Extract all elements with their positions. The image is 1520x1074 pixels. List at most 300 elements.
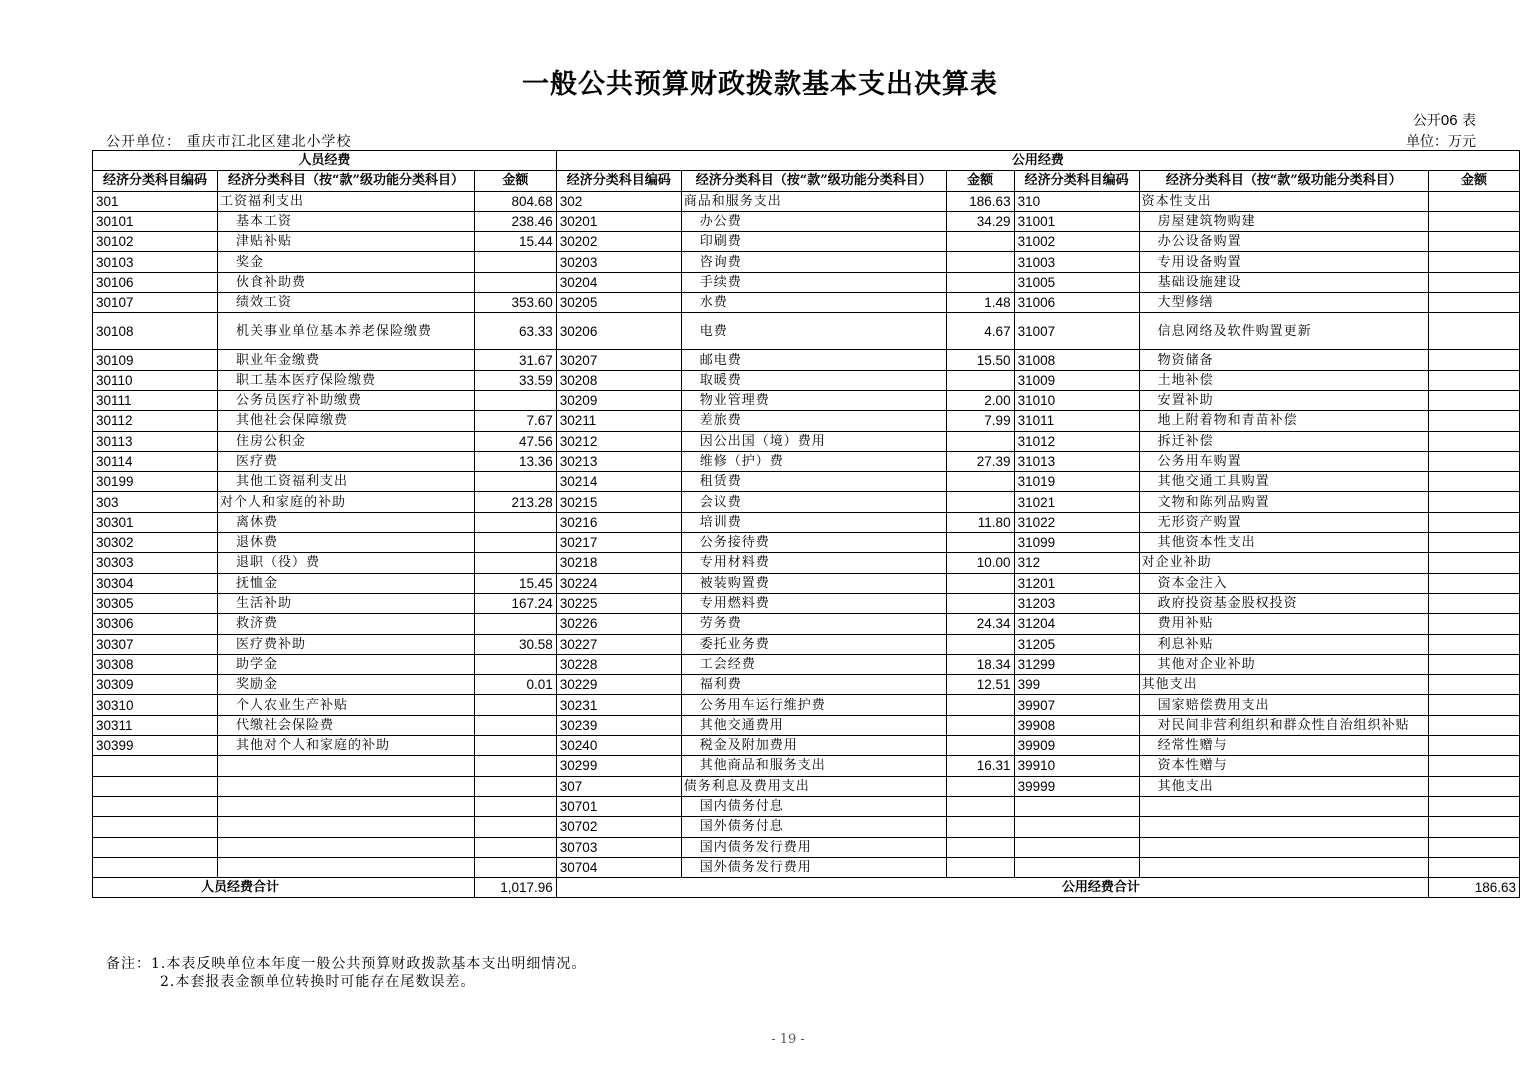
goods-item: 手续费 bbox=[681, 272, 946, 292]
personnel-code: 30308 bbox=[93, 654, 218, 674]
capital-amount bbox=[1429, 715, 1520, 735]
personnel-item: 住房公积金 bbox=[218, 431, 475, 451]
personnel-amount: 353.60 bbox=[474, 293, 556, 313]
capital-amount bbox=[1429, 736, 1520, 756]
goods-code: 30208 bbox=[556, 370, 681, 390]
col-name-personnel: 经济分类科目（按“款”级功能分类科目） bbox=[218, 171, 475, 191]
personnel-amount bbox=[474, 272, 556, 292]
goods-item: 工会经费 bbox=[681, 654, 946, 674]
col-amount-goods: 金额 bbox=[946, 171, 1014, 191]
table-row bbox=[93, 634, 1520, 654]
table-row bbox=[93, 533, 1520, 553]
goods-code: 30225 bbox=[556, 593, 681, 613]
capital-amount bbox=[1429, 695, 1520, 715]
goods-item: 公务用车运行维护费 bbox=[681, 695, 946, 715]
capital-code: 31009 bbox=[1014, 370, 1139, 390]
section-header-row bbox=[93, 151, 1520, 171]
capital-code bbox=[1014, 857, 1139, 877]
goods-amount: 27.39 bbox=[946, 451, 1014, 471]
capital-code: 310 bbox=[1014, 191, 1139, 211]
personnel-item: 津贴补贴 bbox=[218, 232, 475, 252]
col-amount-personnel: 金额 bbox=[474, 171, 556, 191]
personnel-code: 30110 bbox=[93, 370, 218, 390]
goods-amount bbox=[946, 232, 1014, 252]
table-row bbox=[93, 191, 1520, 211]
personnel-code: 30109 bbox=[93, 350, 218, 370]
capital-item: 对民间非营利组织和群众性自治组织补贴 bbox=[1139, 715, 1428, 735]
table-row bbox=[93, 350, 1520, 370]
section-public: 公用经费 bbox=[556, 151, 1519, 171]
form-number bbox=[1413, 110, 1476, 130]
personnel-amount bbox=[474, 837, 556, 857]
personnel-amount bbox=[474, 390, 556, 410]
capital-item: 物资储备 bbox=[1139, 350, 1428, 370]
notes bbox=[106, 955, 586, 991]
table-row bbox=[93, 232, 1520, 252]
capital-amount bbox=[1429, 211, 1520, 231]
capital-amount bbox=[1429, 411, 1520, 431]
personnel-item bbox=[218, 837, 475, 857]
capital-amount bbox=[1429, 350, 1520, 370]
goods-item: 劳务费 bbox=[681, 614, 946, 634]
capital-code bbox=[1014, 817, 1139, 837]
goods-item: 因公出国（境）费用 bbox=[681, 431, 946, 451]
goods-code: 302 bbox=[556, 191, 681, 211]
capital-item: 利息补贴 bbox=[1139, 634, 1428, 654]
personnel-item: 代缴社会保险费 bbox=[218, 715, 475, 735]
capital-code: 31011 bbox=[1014, 411, 1139, 431]
capital-amount bbox=[1429, 654, 1520, 674]
personnel-item: 职工基本医疗保险缴费 bbox=[218, 370, 475, 390]
personnel-item: 工资福利支出 bbox=[218, 191, 475, 211]
personnel-total-amount: 1,017.96 bbox=[474, 878, 556, 898]
goods-code: 30299 bbox=[556, 756, 681, 776]
table-row bbox=[93, 370, 1520, 390]
goods-item: 电费 bbox=[681, 313, 946, 350]
personnel-item: 奖金 bbox=[218, 252, 475, 272]
personnel-code: 30306 bbox=[93, 614, 218, 634]
capital-amount bbox=[1429, 313, 1520, 350]
capital-amount bbox=[1429, 191, 1520, 211]
goods-item: 商品和服务支出 bbox=[681, 191, 946, 211]
capital-code: 39910 bbox=[1014, 756, 1139, 776]
table-row bbox=[93, 553, 1520, 573]
public-total-label: 公用经费合计 bbox=[556, 878, 1428, 898]
personnel-item: 医疗费 bbox=[218, 451, 475, 471]
reporting-unit-label: 公开单位： bbox=[106, 134, 181, 150]
personnel-item: 其他对个人和家庭的补助 bbox=[218, 736, 475, 756]
goods-amount: 7.99 bbox=[946, 411, 1014, 431]
goods-code: 30206 bbox=[556, 313, 681, 350]
goods-amount: 1.48 bbox=[946, 293, 1014, 313]
personnel-item bbox=[218, 796, 475, 816]
personnel-item: 其他社会保障缴费 bbox=[218, 411, 475, 431]
personnel-item bbox=[218, 817, 475, 837]
capital-item: 政府投资基金股权投资 bbox=[1139, 593, 1428, 613]
goods-code: 30702 bbox=[556, 817, 681, 837]
goods-amount bbox=[946, 431, 1014, 451]
table-row bbox=[93, 654, 1520, 674]
capital-item bbox=[1139, 837, 1428, 857]
capital-item: 大型修缮 bbox=[1139, 293, 1428, 313]
goods-code: 30205 bbox=[556, 293, 681, 313]
personnel-item: 助学金 bbox=[218, 654, 475, 674]
capital-amount bbox=[1429, 857, 1520, 877]
goods-item: 国内债务付息 bbox=[681, 796, 946, 816]
personnel-code bbox=[93, 857, 218, 877]
capital-item: 国家赔偿费用支出 bbox=[1139, 695, 1428, 715]
capital-code: 31005 bbox=[1014, 272, 1139, 292]
goods-item: 咨询费 bbox=[681, 252, 946, 272]
goods-item: 其他交通费用 bbox=[681, 715, 946, 735]
table-row bbox=[93, 756, 1520, 776]
capital-code: 31022 bbox=[1014, 512, 1139, 532]
goods-code: 30217 bbox=[556, 533, 681, 553]
capital-code: 399 bbox=[1014, 675, 1139, 695]
capital-amount bbox=[1429, 512, 1520, 532]
column-header-row bbox=[93, 171, 1520, 191]
table-row bbox=[93, 472, 1520, 492]
goods-amount bbox=[946, 837, 1014, 857]
capital-amount bbox=[1429, 756, 1520, 776]
goods-amount: 186.63 bbox=[946, 191, 1014, 211]
goods-amount bbox=[946, 252, 1014, 272]
goods-amount bbox=[946, 857, 1014, 877]
goods-amount: 2.00 bbox=[946, 390, 1014, 410]
capital-code: 31010 bbox=[1014, 390, 1139, 410]
goods-item: 会议费 bbox=[681, 492, 946, 512]
personnel-code: 30399 bbox=[93, 736, 218, 756]
goods-amount: 15.50 bbox=[946, 350, 1014, 370]
goods-amount: 10.00 bbox=[946, 553, 1014, 573]
capital-amount bbox=[1429, 553, 1520, 573]
goods-code: 30209 bbox=[556, 390, 681, 410]
table-row bbox=[93, 593, 1520, 613]
goods-amount bbox=[946, 796, 1014, 816]
table-row bbox=[93, 512, 1520, 532]
personnel-code: 30112 bbox=[93, 411, 218, 431]
goods-item: 委托业务费 bbox=[681, 634, 946, 654]
goods-code: 30211 bbox=[556, 411, 681, 431]
table-row bbox=[93, 211, 1520, 231]
capital-amount bbox=[1429, 675, 1520, 695]
personnel-code: 30304 bbox=[93, 573, 218, 593]
goods-item: 维修（护）费 bbox=[681, 451, 946, 471]
personnel-code: 30310 bbox=[93, 695, 218, 715]
capital-amount bbox=[1429, 431, 1520, 451]
goods-item: 租赁费 bbox=[681, 472, 946, 492]
personnel-amount bbox=[474, 472, 556, 492]
capital-code: 31099 bbox=[1014, 533, 1139, 553]
personnel-item: 退职（役）费 bbox=[218, 553, 475, 573]
personnel-amount bbox=[474, 252, 556, 272]
goods-code: 30227 bbox=[556, 634, 681, 654]
currency-unit: 单位：万元 bbox=[1406, 134, 1476, 150]
capital-code: 31003 bbox=[1014, 252, 1139, 272]
capital-amount bbox=[1429, 451, 1520, 471]
table-row bbox=[93, 573, 1520, 593]
table-row bbox=[93, 252, 1520, 272]
capital-amount bbox=[1429, 614, 1520, 634]
col-code-capital: 经济分类科目编码 bbox=[1014, 171, 1139, 191]
personnel-amount bbox=[474, 736, 556, 756]
capital-item bbox=[1139, 857, 1428, 877]
table-row bbox=[93, 313, 1520, 350]
table-row bbox=[93, 431, 1520, 451]
personnel-item: 机关事业单位基本养老保险缴费 bbox=[218, 313, 475, 350]
goods-amount bbox=[946, 736, 1014, 756]
capital-item: 房屋建筑物购建 bbox=[1139, 211, 1428, 231]
personnel-code: 30103 bbox=[93, 252, 218, 272]
personnel-amount bbox=[474, 756, 556, 776]
goods-item: 国外债务发行费用 bbox=[681, 857, 946, 877]
goods-amount bbox=[946, 817, 1014, 837]
public-total-amount: 186.63 bbox=[1429, 878, 1520, 898]
personnel-item: 退休费 bbox=[218, 533, 475, 553]
personnel-item: 医疗费补助 bbox=[218, 634, 475, 654]
capital-item: 无形资产购置 bbox=[1139, 512, 1428, 532]
capital-item: 费用补贴 bbox=[1139, 614, 1428, 634]
capital-amount bbox=[1429, 252, 1520, 272]
personnel-item bbox=[218, 776, 475, 796]
totals-row bbox=[93, 878, 1520, 898]
capital-code: 39999 bbox=[1014, 776, 1139, 796]
goods-item: 培训费 bbox=[681, 512, 946, 532]
personnel-code: 30199 bbox=[93, 472, 218, 492]
goods-code: 30212 bbox=[556, 431, 681, 451]
capital-code: 31299 bbox=[1014, 654, 1139, 674]
personnel-item bbox=[218, 857, 475, 877]
capital-item: 其他支出 bbox=[1139, 675, 1428, 695]
goods-item: 水费 bbox=[681, 293, 946, 313]
personnel-item: 其他工资福利支出 bbox=[218, 472, 475, 492]
table-row bbox=[93, 390, 1520, 410]
goods-item: 邮电费 bbox=[681, 350, 946, 370]
personnel-amount: 47.56 bbox=[474, 431, 556, 451]
capital-code bbox=[1014, 796, 1139, 816]
personnel-item: 生活补助 bbox=[218, 593, 475, 613]
table-row bbox=[93, 857, 1520, 877]
section-personnel: 人员经费 bbox=[93, 151, 557, 171]
capital-amount bbox=[1429, 272, 1520, 292]
personnel-amount: 238.46 bbox=[474, 211, 556, 231]
capital-item: 其他支出 bbox=[1139, 776, 1428, 796]
personnel-amount: 13.36 bbox=[474, 451, 556, 471]
col-name-capital: 经济分类科目（按“款”级功能分类科目） bbox=[1139, 171, 1428, 191]
personnel-item: 基本工资 bbox=[218, 211, 475, 231]
personnel-amount: 804.68 bbox=[474, 191, 556, 211]
personnel-amount bbox=[474, 796, 556, 816]
table-row bbox=[93, 451, 1520, 471]
capital-code: 39907 bbox=[1014, 695, 1139, 715]
goods-code: 30228 bbox=[556, 654, 681, 674]
col-code-personnel: 经济分类科目编码 bbox=[93, 171, 218, 191]
goods-amount bbox=[946, 695, 1014, 715]
table-row bbox=[93, 776, 1520, 796]
goods-amount: 24.34 bbox=[946, 614, 1014, 634]
table-row bbox=[93, 736, 1520, 756]
personnel-amount: 30.58 bbox=[474, 634, 556, 654]
goods-amount bbox=[946, 472, 1014, 492]
capital-amount bbox=[1429, 837, 1520, 857]
goods-item: 其他商品和服务支出 bbox=[681, 756, 946, 776]
goods-code: 30218 bbox=[556, 553, 681, 573]
personnel-amount: 15.45 bbox=[474, 573, 556, 593]
goods-item: 被装购置费 bbox=[681, 573, 946, 593]
capital-code: 31204 bbox=[1014, 614, 1139, 634]
personnel-item: 奖励金 bbox=[218, 675, 475, 695]
goods-amount: 16.31 bbox=[946, 756, 1014, 776]
capital-item: 土地补偿 bbox=[1139, 370, 1428, 390]
report-title: 一般公共预算财政拨款基本支出决算表 bbox=[522, 69, 998, 100]
goods-code: 30203 bbox=[556, 252, 681, 272]
personnel-code: 30101 bbox=[93, 211, 218, 231]
goods-item: 税金及附加费用 bbox=[681, 736, 946, 756]
personnel-code: 30301 bbox=[93, 512, 218, 532]
capital-amount bbox=[1429, 817, 1520, 837]
capital-item: 文物和陈列品购置 bbox=[1139, 492, 1428, 512]
personnel-code bbox=[93, 796, 218, 816]
col-code-goods: 经济分类科目编码 bbox=[556, 171, 681, 191]
capital-item: 专用设备购置 bbox=[1139, 252, 1428, 272]
capital-amount bbox=[1429, 370, 1520, 390]
goods-code: 30204 bbox=[556, 272, 681, 292]
capital-item: 信息网络及软件购置更新 bbox=[1139, 313, 1428, 350]
personnel-amount bbox=[474, 553, 556, 573]
personnel-amount: 167.24 bbox=[474, 593, 556, 613]
personnel-amount bbox=[474, 776, 556, 796]
goods-item: 专用材料费 bbox=[681, 553, 946, 573]
personnel-code: 30111 bbox=[93, 390, 218, 410]
personnel-item: 离休费 bbox=[218, 512, 475, 532]
personnel-item: 绩效工资 bbox=[218, 293, 475, 313]
capital-code: 31001 bbox=[1014, 211, 1139, 231]
goods-code: 30226 bbox=[556, 614, 681, 634]
table-row bbox=[93, 272, 1520, 292]
personnel-amount bbox=[474, 512, 556, 532]
goods-code: 30216 bbox=[556, 512, 681, 532]
personnel-code: 30302 bbox=[93, 533, 218, 553]
goods-item: 印刷费 bbox=[681, 232, 946, 252]
capital-code: 31203 bbox=[1014, 593, 1139, 613]
goods-amount: 4.67 bbox=[946, 313, 1014, 350]
goods-item: 公务接待费 bbox=[681, 533, 946, 553]
personnel-code bbox=[93, 756, 218, 776]
personnel-code: 30309 bbox=[93, 675, 218, 695]
personnel-amount: 0.01 bbox=[474, 675, 556, 695]
personnel-amount bbox=[474, 614, 556, 634]
capital-item bbox=[1139, 817, 1428, 837]
capital-code: 31012 bbox=[1014, 431, 1139, 451]
table-row bbox=[93, 492, 1520, 512]
table-row bbox=[93, 411, 1520, 431]
table-row bbox=[93, 695, 1520, 715]
personnel-code bbox=[93, 817, 218, 837]
personnel-code: 30106 bbox=[93, 272, 218, 292]
capital-amount bbox=[1429, 776, 1520, 796]
capital-amount bbox=[1429, 634, 1520, 654]
personnel-code: 30107 bbox=[93, 293, 218, 313]
goods-amount: 11.80 bbox=[946, 512, 1014, 532]
goods-amount bbox=[946, 776, 1014, 796]
note-line-1: 备注：1.本表反映单位本年度一般公共预算财政拨款基本支出明细情况。 bbox=[106, 956, 587, 972]
goods-code: 30701 bbox=[556, 796, 681, 816]
personnel-code: 30108 bbox=[93, 313, 218, 350]
personnel-amount bbox=[474, 817, 556, 837]
personnel-amount bbox=[474, 695, 556, 715]
personnel-code: 30303 bbox=[93, 553, 218, 573]
personnel-amount: 213.28 bbox=[474, 492, 556, 512]
capital-code bbox=[1014, 837, 1139, 857]
capital-amount bbox=[1429, 232, 1520, 252]
capital-item: 安置补助 bbox=[1139, 390, 1428, 410]
personnel-item: 伙食补助费 bbox=[218, 272, 475, 292]
personnel-item: 公务员医疗补助缴费 bbox=[218, 390, 475, 410]
personnel-item: 职业年金缴费 bbox=[218, 350, 475, 370]
personnel-code: 30113 bbox=[93, 431, 218, 451]
personnel-amount: 7.67 bbox=[474, 411, 556, 431]
personnel-amount: 63.33 bbox=[474, 313, 556, 350]
col-amount-capital: 金额 bbox=[1429, 171, 1520, 191]
capital-amount bbox=[1429, 593, 1520, 613]
form-number-value: 06 bbox=[1440, 112, 1458, 129]
capital-item: 办公设备购置 bbox=[1139, 232, 1428, 252]
goods-code: 30201 bbox=[556, 211, 681, 231]
goods-amount bbox=[946, 492, 1014, 512]
table-row bbox=[93, 796, 1520, 816]
capital-amount bbox=[1429, 492, 1520, 512]
capital-code: 31205 bbox=[1014, 634, 1139, 654]
capital-amount bbox=[1429, 293, 1520, 313]
capital-amount bbox=[1429, 390, 1520, 410]
personnel-total-label: 人员经费合计 bbox=[93, 878, 475, 898]
capital-code: 31201 bbox=[1014, 573, 1139, 593]
table-row bbox=[93, 715, 1520, 735]
capital-item: 其他对企业补助 bbox=[1139, 654, 1428, 674]
goods-amount bbox=[946, 533, 1014, 553]
reporting-unit-name: 重庆市江北区建北小学校 bbox=[186, 134, 352, 150]
personnel-code bbox=[93, 776, 218, 796]
table-row bbox=[93, 293, 1520, 313]
personnel-code: 30102 bbox=[93, 232, 218, 252]
personnel-code: 303 bbox=[93, 492, 218, 512]
goods-code: 30215 bbox=[556, 492, 681, 512]
goods-code: 30213 bbox=[556, 451, 681, 471]
personnel-amount: 15.44 bbox=[474, 232, 556, 252]
capital-item: 拆迁补偿 bbox=[1139, 431, 1428, 451]
goods-item: 国内债务发行费用 bbox=[681, 837, 946, 857]
goods-amount bbox=[946, 573, 1014, 593]
personnel-item: 个人农业生产补贴 bbox=[218, 695, 475, 715]
capital-item: 资本金注入 bbox=[1139, 573, 1428, 593]
capital-item: 其他资本性支出 bbox=[1139, 533, 1428, 553]
capital-code: 31013 bbox=[1014, 451, 1139, 471]
capital-code: 31019 bbox=[1014, 472, 1139, 492]
capital-item: 公务用车购置 bbox=[1139, 451, 1428, 471]
goods-item: 专用燃料费 bbox=[681, 593, 946, 613]
capital-item: 经常性赠与 bbox=[1139, 736, 1428, 756]
capital-code: 31006 bbox=[1014, 293, 1139, 313]
capital-code: 312 bbox=[1014, 553, 1139, 573]
goods-code: 30704 bbox=[556, 857, 681, 877]
expenditure-table bbox=[92, 150, 1520, 898]
form-number-prefix: 公开 bbox=[1412, 113, 1441, 129]
capital-code: 31002 bbox=[1014, 232, 1139, 252]
note-line-2: 2.本套报表金额单位转换时可能存在尾数误差。 bbox=[160, 974, 476, 990]
goods-amount: 34.29 bbox=[946, 211, 1014, 231]
personnel-amount bbox=[474, 533, 556, 553]
personnel-code: 30305 bbox=[93, 593, 218, 613]
